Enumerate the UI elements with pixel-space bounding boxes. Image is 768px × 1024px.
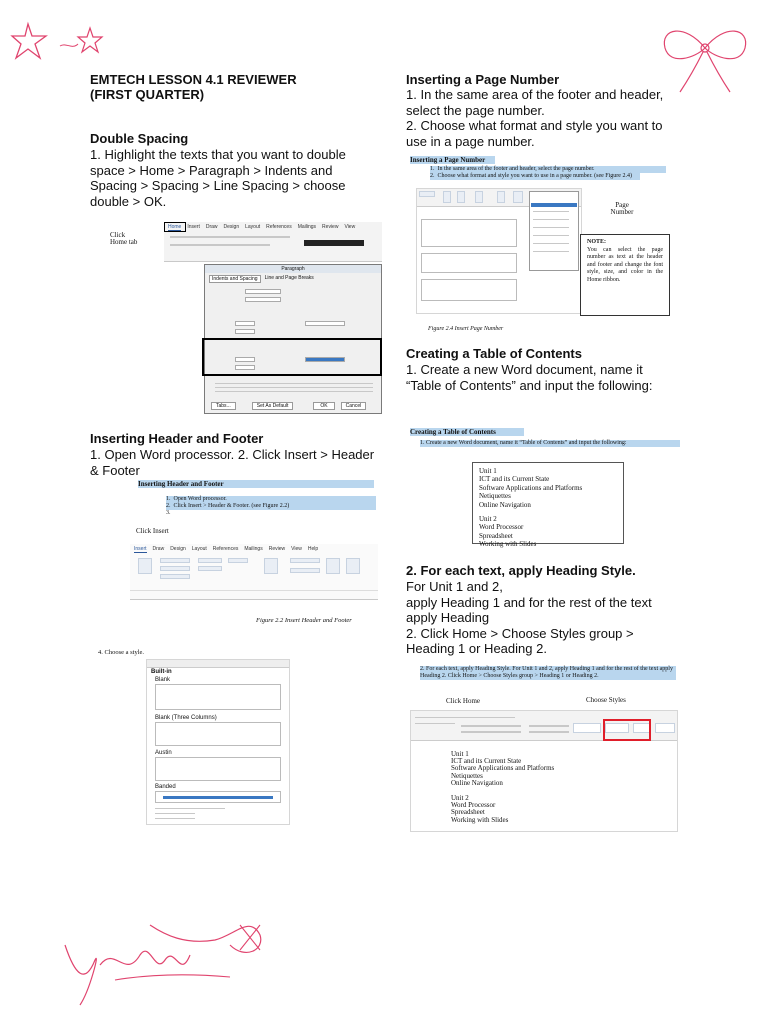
left-column bbox=[90, 72, 380, 209]
callout-home-tab: Click Home tab bbox=[110, 231, 138, 246]
tab-layout[interactable]: Layout bbox=[245, 224, 261, 230]
hf-step-1: 1. Open Word processor. bbox=[166, 496, 376, 503]
header-footer-section bbox=[90, 431, 380, 478]
toc-section bbox=[406, 346, 671, 393]
heading-style-heading: 2. For each text, apply Heading Style. bbox=[406, 563, 636, 578]
tab-design[interactable]: Design bbox=[223, 224, 240, 230]
tab-view[interactable]: View bbox=[344, 224, 356, 230]
hs-shot-step: 2. For each text, apply Heading Style. For Unit 1 and 2, apply Heading 1 and for the rest of the text apply Heading 2. Click Home > Choose Styles group > Heading 1 or Heading 2. bbox=[420, 666, 676, 680]
cancel-button[interactable]: Cancel bbox=[341, 402, 367, 410]
hs-line: Netiquettes bbox=[451, 771, 483, 780]
menu-blank-three[interactable]: Blank (Three Columns) bbox=[155, 715, 217, 721]
document-subtitle: (FIRST QUARTER) bbox=[90, 87, 205, 102]
toc-line: Working with Slides bbox=[479, 540, 537, 549]
menu-austin[interactable]: Austin bbox=[155, 750, 172, 756]
heading-style-section bbox=[406, 563, 671, 657]
header-footer-text: 1. Open Word processor. 2. Click Insert > Header & Footer bbox=[90, 447, 375, 478]
callout-click-insert: Click Insert bbox=[136, 527, 169, 535]
toc-heading: Creating a Table of Contents bbox=[406, 346, 582, 361]
word-ribbon-mockup bbox=[164, 222, 382, 418]
header-style-dropdown-screenshot bbox=[146, 659, 290, 825]
tab-review[interactable]: Review bbox=[322, 224, 339, 230]
double-spacing-screenshot bbox=[104, 222, 382, 418]
pn-shot-title: Inserting a Page Number bbox=[410, 156, 495, 164]
home-tab-highlight bbox=[164, 222, 186, 232]
tab-references[interactable]: References bbox=[266, 224, 292, 230]
set-default-button[interactable]: Set As Default bbox=[252, 402, 294, 410]
tab-draw[interactable]: Draw bbox=[205, 224, 218, 230]
ribbon-tabs bbox=[164, 222, 382, 233]
page-number-text: 1. In the same area of the footer and header, select the page number. 2. Choose what format and style you want to use in a page number. bbox=[406, 87, 664, 149]
tab-insert-2[interactable]: Insert bbox=[134, 546, 147, 552]
star-doodle-icon bbox=[10, 18, 120, 68]
note-text: You can select the page number as text at the header and footer and change the font style, size, and color in the Home ribbon. bbox=[587, 247, 663, 283]
hs-line: Unit 2 bbox=[451, 794, 469, 803]
menu-banded[interactable]: Banded bbox=[155, 784, 176, 790]
heading-style-text: For Unit 1 and 2, apply Heading 1 and for the rest of the text apply Heading 2. Click Home > Choose Styles group > Heading 1 or Heading 2. bbox=[406, 579, 652, 657]
tab-mailings-2[interactable]: Mailings bbox=[244, 546, 263, 552]
hf-figure-caption: Figure 2.2 Insert Header and Footer bbox=[256, 617, 352, 624]
tabs-button[interactable]: Tabs... bbox=[211, 402, 236, 410]
callout-click-home: Click Home bbox=[446, 697, 481, 705]
hf-shot-title: Inserting Header and Footer bbox=[138, 480, 374, 488]
menu-built-in: Built-in bbox=[151, 669, 172, 675]
page-number-screenshot bbox=[408, 154, 678, 334]
signature-doodle bbox=[55, 905, 285, 1015]
tab-references-2[interactable]: References bbox=[212, 546, 239, 552]
tab-review-2[interactable]: Review bbox=[268, 546, 286, 552]
double-spacing-text: 1. Highlight the texts that you want to double space > Home > Paragraph > Indents and Spacing > Spacing > Line Spacing > choose double > OK. bbox=[90, 147, 346, 209]
right-column bbox=[406, 72, 671, 149]
pn-figure-caption: Figure 2.4 Insert Page Number bbox=[428, 326, 504, 332]
page-number-heading: Inserting a Page Number bbox=[406, 72, 560, 87]
header-footer-heading: Inserting Header and Footer bbox=[90, 431, 264, 446]
tab-insert[interactable]: Insert bbox=[187, 224, 200, 230]
tab-draw-2[interactable]: Draw bbox=[152, 546, 165, 552]
toc-line: Word Processor bbox=[479, 523, 524, 532]
callout-page-number: Page Number bbox=[610, 201, 634, 216]
header-footer-screenshot bbox=[96, 478, 382, 628]
pn-step-1: 1. In the same area of the footer and header, select the page number. bbox=[430, 166, 666, 173]
hs-line: Unit 1 bbox=[451, 750, 469, 758]
toc-text: 1. Create a new Word document, name it “Table of Contents” and input the following: bbox=[406, 362, 653, 393]
double-spacing-heading: Double Spacing bbox=[90, 131, 189, 146]
paragraph-dialog-title: Paragraph bbox=[205, 265, 381, 273]
document-title: EMTECH LESSON 4.1 REVIEWER bbox=[90, 72, 297, 87]
tab-home[interactable]: Home bbox=[168, 224, 182, 230]
note-box bbox=[580, 234, 670, 316]
hs-line: ICT and its Current State bbox=[451, 757, 522, 766]
toc-line: Online Navigation bbox=[479, 500, 531, 509]
hs-document-lines bbox=[451, 751, 554, 824]
hf-step-2: 2. Click Insert > Header & Footer. (see Figure 2.2) bbox=[166, 503, 376, 510]
hs-line: Spreadsheet bbox=[451, 808, 485, 817]
insert-ribbon-tabs bbox=[130, 544, 378, 555]
word-page-mockup bbox=[416, 188, 582, 314]
hf-step-4: 4. Choose a style. bbox=[98, 649, 145, 656]
note-title: NOTE: bbox=[587, 239, 607, 245]
menu-blank[interactable]: Blank bbox=[155, 677, 171, 683]
tab-layout-2[interactable]: Layout bbox=[191, 546, 207, 552]
pn-step-2: 2. Choose what format and style you want to use in a page number. (see Figure 2.4) bbox=[430, 173, 640, 180]
hs-line: Software Applications and Platforms bbox=[451, 764, 555, 773]
toc-line: Software Applications and Platforms bbox=[479, 483, 583, 492]
styles-highlight-box bbox=[603, 719, 651, 741]
toc-line: ICT and its Current State bbox=[479, 475, 550, 484]
toc-shot-step: 1. Create a new Word document, name it “Table of Contents” and input the following: bbox=[420, 440, 680, 447]
toc-screenshot bbox=[410, 428, 680, 548]
spacing-highlight bbox=[202, 338, 382, 376]
toc-line: Netiquettes bbox=[479, 492, 511, 501]
tab-mailings[interactable]: Mailings bbox=[297, 224, 317, 230]
toc-line: Spreadsheet bbox=[479, 531, 513, 540]
toc-line: Unit 2 bbox=[479, 515, 497, 524]
tab-line-page-breaks[interactable]: Line and Page Breaks bbox=[264, 275, 314, 281]
ok-button[interactable]: OK bbox=[313, 402, 334, 410]
tab-indents-spacing[interactable]: Indents and Spacing bbox=[209, 275, 261, 283]
hs-line: Online Navigation bbox=[451, 778, 503, 787]
tab-design-2[interactable]: Design bbox=[170, 546, 186, 552]
home-ribbon-mockup bbox=[410, 710, 678, 832]
toc-shot-title: Creating a Table of Contents bbox=[410, 428, 524, 436]
hs-line: Word Processor bbox=[451, 801, 496, 810]
callout-choose-styles: Choose Styles bbox=[586, 696, 626, 704]
tab-view-2[interactable]: View bbox=[291, 546, 302, 552]
toc-list-box bbox=[472, 462, 624, 549]
heading-style-screenshot bbox=[410, 664, 678, 832]
insert-ribbon-mockup bbox=[130, 544, 378, 600]
hs-line: Working with Slides bbox=[451, 815, 509, 824]
toc-line: Unit 1 bbox=[479, 467, 497, 475]
tab-help-2[interactable]: Help bbox=[307, 546, 319, 552]
hf-step-3: 3. bbox=[166, 510, 174, 516]
